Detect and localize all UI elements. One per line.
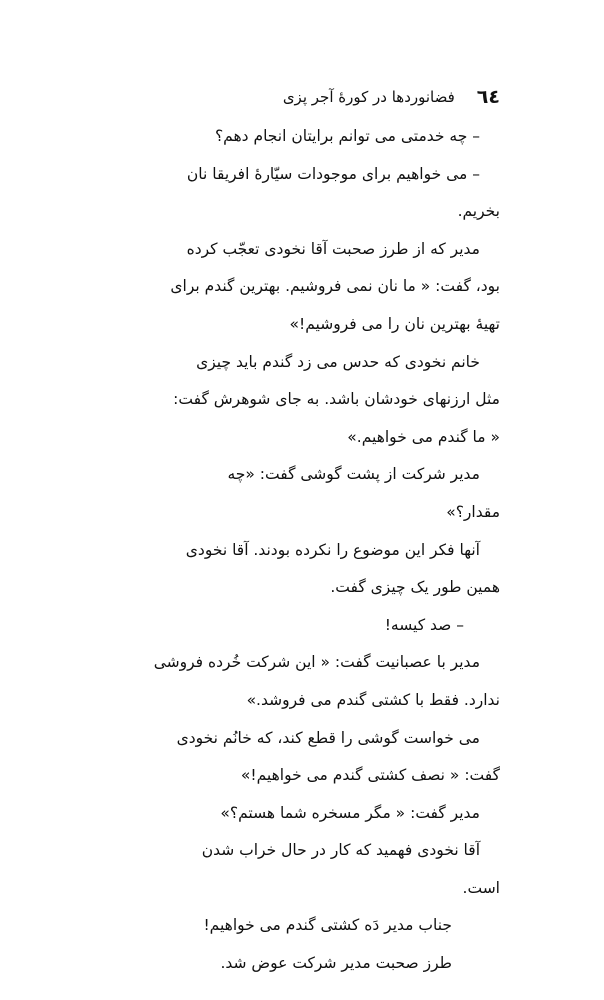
text-line: گفت: « نصف کشتی گندم می خواهیم!» [240, 766, 500, 785]
paragraph-start-line: مدیر گفت: « مگر مسخره شما هستم؟» [220, 803, 480, 822]
paragraph-start-line: مدیر که از طرز صحبت آقا نخودی تعجّب کرده [186, 239, 480, 258]
paragraph-start-line: مدیر با عصبانیت گفت: « این شرکت خُرده فروشی [153, 653, 480, 672]
page-header [150, 82, 500, 112]
paragraph-start-line: آنها فکر این موضوع را نکرده بودند. آقا نخودی [185, 540, 480, 559]
page-number: ٦٤ [476, 86, 500, 108]
text-line: « ما گندم می خواهیم.» [347, 427, 500, 446]
paragraph-start-line: آقا نخودی فهمید که کار در حال خراب شدن [201, 841, 480, 860]
text-line: تهیۀ بهترین نان را می فروشیم!» [289, 314, 500, 333]
text-line: طرز صحبت مدیر شرکت عوض شد. [220, 954, 452, 973]
dialogue-line: – صد کیسه! [384, 615, 464, 634]
text-line: بود، گفت: « ما نان نمی فروشیم. بهترین گندم برای [170, 277, 500, 296]
text-line: ندارد. فقط با کشتی گندم می فروشد.» [246, 690, 500, 709]
body-text [110, 118, 500, 983]
dialogue-line: – می خواهیم برای موجودات سیّارۀ افریقا نان [186, 164, 480, 183]
text-line: است. [462, 878, 500, 897]
dialogue-line: جناب مدیر دَه کشتی گندم می خواهیم! [203, 916, 452, 935]
text-line: بخریم. [457, 202, 500, 221]
paragraph-start-line: مدیر شرکت از پشت گوشی گفت: «چه [227, 465, 480, 484]
text-line: مقدار؟» [446, 502, 500, 521]
text-line: همین طور یک چیزی گفت. [330, 578, 500, 597]
paragraph-start-line: می خواست گوشی را قطع کند، که خانُم نخودی [176, 728, 480, 747]
dialogue-line: – چه خدمتی می توانم برایتان انجام دهم؟ [214, 127, 480, 145]
running-title: فضانوردها در کورۀ آجر پزی [282, 88, 455, 106]
paragraph-start-line: خانم نخودی که حدس می زد گندم باید چیزی [196, 352, 480, 371]
text-line: مثل ارزنهای خودشان باشد. به جای شوهرش گفت: [173, 390, 500, 409]
